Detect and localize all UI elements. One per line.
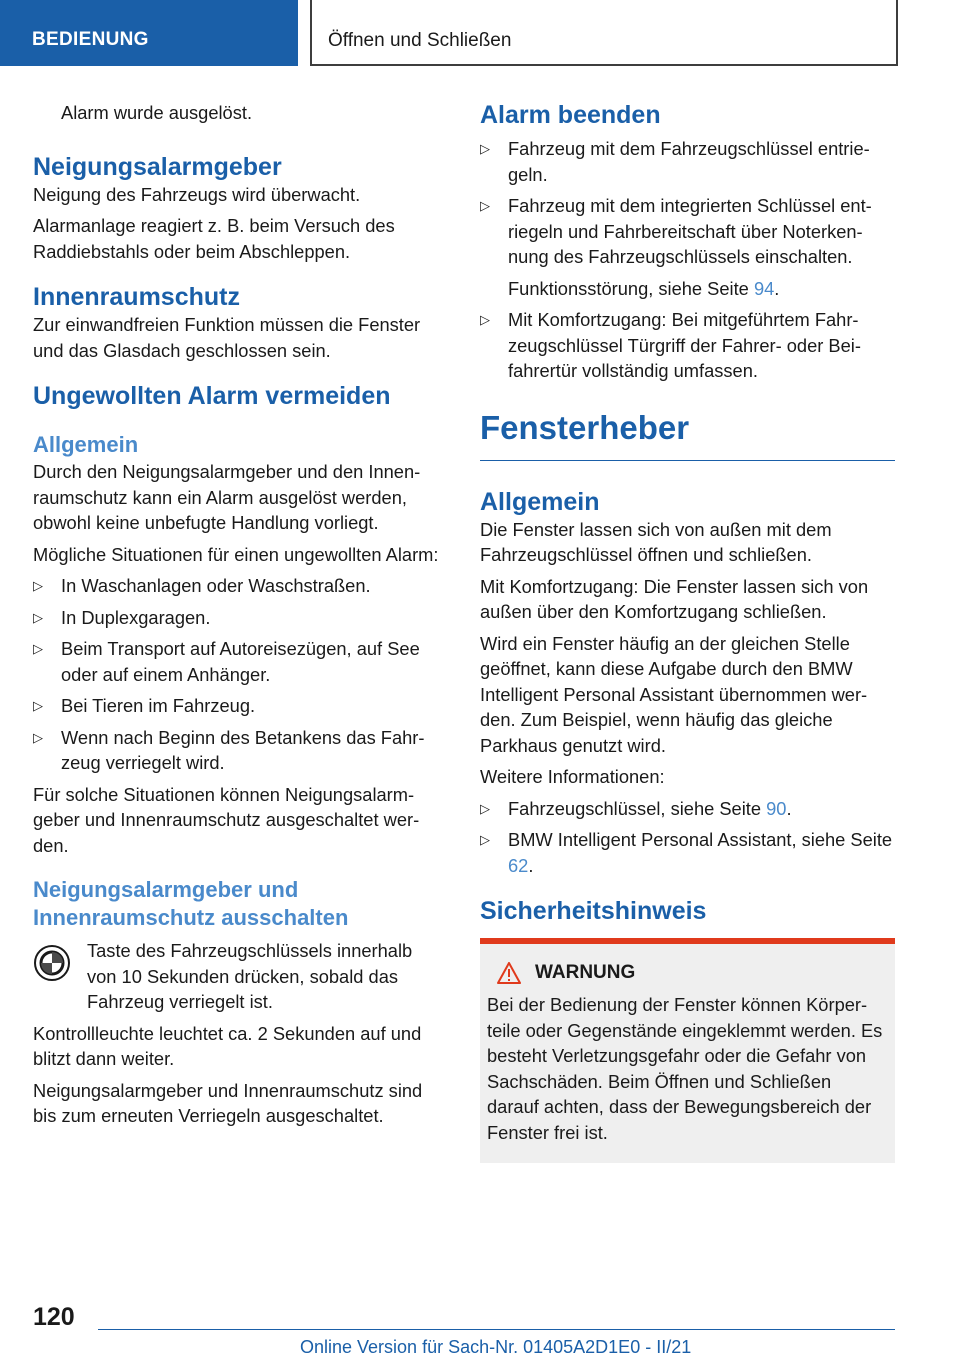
triangle-bullet-icon: ▷ [33,578,43,593]
header-title: Öffnen und Schließen [328,30,512,51]
triangle-bullet-icon: ▷ [480,832,490,847]
heading-sicherheitshinweis: Sicherheitshinweis [480,897,707,925]
paragraph: Alarmanlage reagiert z. B. beim Versuch des Raddiebstahls oder beim Abschleppen. [33,215,395,262]
right-column [480,100,895,1163]
page-link-62[interactable]: 62 [508,854,529,876]
footer-online-version: Online Version für Sach-Nr. 01405A2D1E0 - II/21 [300,1337,692,1357]
paragraph: Durch den Neigungsalarmgeber und den Innen-raumschutz kann ein Alarm ausgelöst werden, obwohl keine unbefugte Handlung vorliegt. [33,461,421,533]
list-item: ▷ Bei Tieren im Fahrzeug. [33,693,441,719]
cross-reference: Funktionsstörung, siehe Seite 94. [508,277,780,299]
triangle-bullet-icon: ▷ [33,698,43,713]
situation-list [33,573,441,776]
header-title-box [310,0,898,66]
list-item: ▷ Fahrzeug mit dem integrierten Schlüssel ent-riegeln und Fahrbereitschaft über Noterken-nung des Fahrzeugschlüssels einschalten. [480,195,872,267]
paragraph: Für solche Situationen können Neigungsalarm-geber und Innenraumschutz ausgeschaltet wer-den. [33,783,420,856]
warning-box [480,938,895,1163]
paragraph: Mögliche Situationen für einen ungewollten Alarm: [33,543,439,565]
paragraph: Neigungsalarmgeber und Innenraumschutz sind bis zum erneuten Verriegeln ausgeschaltet. [33,1079,423,1126]
triangle-bullet-icon: ▷ [480,198,490,213]
warning-title: WARNUNG [535,962,636,983]
list-item: ▷ Mit Komfortzugang: Bei mitgeführtem Fahr-zeugschlüssel Türgriff der Fahrer- oder Bei-fahrertür vollständig umfassen. [480,309,861,381]
list-item: ▷ In Waschanlagen oder Waschstraßen. [33,573,441,599]
triangle-bullet-icon: ▷ [480,312,490,327]
page-link-94[interactable]: 94 [753,277,775,299]
page-link-90[interactable]: 90 [766,797,787,819]
footer-divider [98,1329,895,1330]
paragraph: Wird ein Fenster häufig an der gleichen Stelle geöffnet, kann diese Aufgabe durch den BMW Intelligent Personal Assistant übernommen wer-den. Zum Beispiel, wenn häufig das gleiche Parkhaus genutzt wird. [480,632,868,756]
warning-title-row [487,962,885,984]
triangle-bullet-icon: ▷ [33,729,43,745]
left-column [33,100,441,1135]
paragraph: Neigung des Fahrzeugs wird überwacht. [33,183,361,205]
list-item: ▷ In Duplexgaragen. [33,605,441,631]
subheading-ausschalten: Neigungsalarmgeber und Innenraumschutz ausschalten [33,877,349,930]
info-list [480,796,895,879]
page-number: 120 [33,1303,75,1331]
heading-neigungsalarmgeber: Neigungsalarmgeber [33,152,282,181]
key-instruction [33,938,441,1015]
paragraph: Taste des Fahrzeugschlüssels innerhalb von 10 Sekunden drücken, sobald das Fahrzeug verriegelt ist. [87,940,413,1012]
list-item: ▷ Fahrzeug mit dem Fahrzeugschlüssel entrie-geln. [480,138,870,185]
alarm-end-list-2 [480,307,895,384]
paragraph: Zur einwandfreien Funktion müssen die Fenster und das Glasdach geschlossen sein. [33,314,421,361]
header-section-label: BEDIENUNG [32,29,149,50]
heading-fensterheber: Fensterheber [480,408,690,446]
list-item: ▷ BMW Intelligent Personal Assistant, siehe Seite 62. [480,829,893,876]
triangle-bullet-icon: ▷ [33,609,43,625]
bmw-key-icon [33,944,71,982]
paragraph: Kontrollleuchte leuchtet ca. 2 Sekunden auf und blitzt dann weiter. [33,1022,422,1069]
section-divider [480,460,895,461]
heading-innenraumschutz: Innenraumschutz [33,283,240,311]
paragraph: Mit Komfortzugang: Die Fenster lassen sich von außen über den Komfortzugang schließen. [480,575,869,622]
alarm-end-list [480,136,895,270]
heading-allgemein: Allgemein [480,487,600,516]
warning-triangle-icon [497,962,521,984]
heading-ungewollten-alarm: Ungewollten Alarm vermeiden [33,382,391,410]
list-item: ▷ Beim Transport auf Autoreisezügen, auf See oder auf einem Anhänger. [33,638,420,685]
paragraph: Die Fenster lassen sich von außen mit dem Fahrzeugschlüssel öffnen und schließen. [480,518,832,565]
warning-text: Bei der Bedienung der Fenster können Körper-teile oder Gegenstände eingeklemmt werden. Es besteht Verletzungsgefahr oder die Gefahr von Sachschäden. Beim Öffnen und Schließen darauf achten, dass der Bewegungsbereich der Fenster frei ist. [487,994,883,1143]
list-item: ▷ Fahrzeugschlüssel, siehe Seite 90. [480,796,895,822]
triangle-bullet-icon: ▷ [480,141,490,156]
paragraph: Weitere Informationen: [480,766,665,787]
triangle-bullet-icon: ▷ [33,641,43,656]
intro-text: Alarm wurde ausgelöst. [61,102,253,123]
subheading-allgemein: Allgemein [33,432,139,457]
heading-alarm-beenden: Alarm beenden [480,101,661,129]
list-item: ▷ Wenn nach Beginn des Betankens das Fahr-zeug verriegelt wird. [33,726,425,773]
triangle-bullet-icon: ▷ [480,800,490,816]
header-section-tab [0,0,298,66]
